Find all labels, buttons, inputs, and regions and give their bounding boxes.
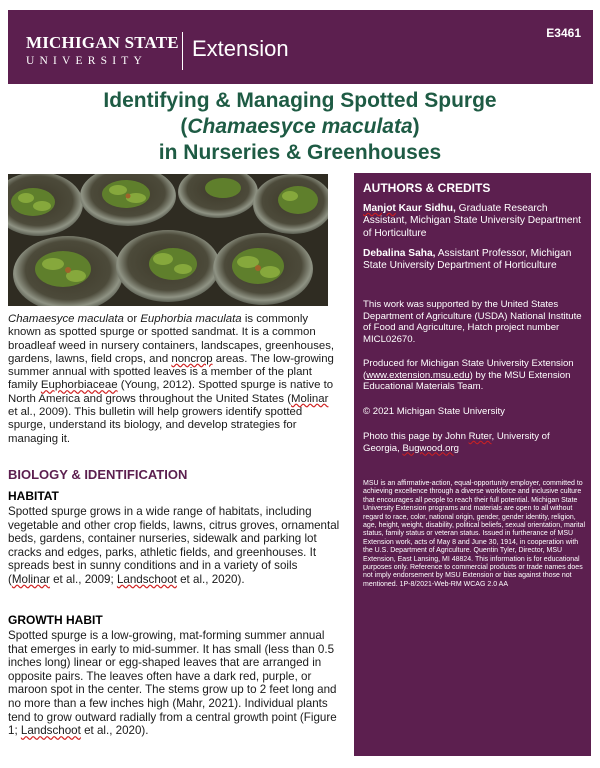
title-line-3: in Nurseries & Greenhouses (158, 141, 442, 164)
habitat-paragraph: Spotted spurge grows in a wide range of habitats, including vegetable and other crop fields, lawns, citrus groves, ornamental beds, gardens, container nurseries, sidewalk and parking lot cracks and edges, parks, athletic fields, and greenhouses. It spreads best in sunny conditions and in a variety of soils (Molinar et al., 2009; Landschoot et al., 2020). (8, 505, 340, 586)
bulletin-code: E3461 (546, 26, 581, 40)
subheading-growth-habit: GROWTH HABIT (8, 613, 103, 627)
growth-habit-paragraph: Spotted spurge is a low-growing, mat-forming summer annual that emerges in early to mid-summer. It has small (less than 0.5 inches long) linear or egg-shaped leaves that are arranged in opposite pairs. The leaves often have a dark red, purple, or maroon spot in the center. The stems grow up to 2 feet long and no more than a few inches high (Mahr, 2021). Individual plants tend to grow outward radially from a central growth point (Figure 1; Landschoot et al., 2020). (8, 629, 337, 738)
section-heading-biology: BIOLOGY & IDENTIFICATION (8, 467, 188, 482)
extension-link[interactable]: www.extension.msu.edu (366, 369, 470, 381)
intro-paragraph: Chamaesyce maculata or Euphorbia maculata is commonly known as spotted spurge or spotted sandmat. It is a common broadleaf weed in nursery containers, landscapes, greenhouses, gardens, lawns, field crops, and noncrop areas. The low-growing summer annual with spotted leaves is a member of the plant family Euphorbiaceae (Young, 2012). Spotted spurge is native to North America and grows throughout the United States (Molinar et al., 2009). This bulletin will help growers identify spotted spurge, understand its biology, and develop strategies for managing it. (8, 313, 335, 445)
header-banner (8, 10, 593, 84)
photo-credit: Photo this page by John Ruter, University of Georgia, Bugwood.org (363, 431, 550, 454)
author-1: Manjot Kaur Sidhu, Graduate Research Assistant, Michigan State University Department of Horticulture (363, 203, 581, 239)
title-line-1: Identifying & Managing Spotted Spurge (103, 89, 497, 112)
sidebar-heading: AUTHORS & CREDITS (363, 181, 491, 195)
equal-opportunity-disclaimer: MSU is an affirmative-action, equal-opportunity employer, committed to achieving excellence through a diverse workforce and inclusive culture that encourages all people to reach their full potential. Michigan State University Extension programs and materials are open to all without regard to race, color, national origin, gender, gender identity, religion, age, height, weight, disability, political beliefs, sexual orientation, marital status, family status or veteran status. Issued in furtherance of MSU Extension work, acts of May 8 and June 30, 1914, in cooperation with the U.S. Department of Agriculture. Quentin Tyler, Director, MSU Extension, East Lansing, MI 48824. This information is for educational purposes only. Reference to commercial products or trade names does not imply endorsement by MSU Extension or bias against those not mentioned. 1P-8/2021-Web-RM WCAG 2.0 AA (363, 480, 586, 588)
msu-logo-university: UNIVERSITY (26, 55, 147, 67)
authors-credits-sidebar (354, 173, 591, 756)
page-title (0, 88, 600, 166)
author-2: Debalina Saha, Assistant Professor, Michigan State University Department of Horticulture (363, 248, 572, 272)
copyright: © 2021 Michigan State University (363, 406, 505, 417)
funding-statement: This work was supported by the United States Department of Agriculture (USDA) National Institute of Food and Agriculture, Hatch project number MICL02670. (363, 299, 582, 346)
scientific-name-2: Euphorbia maculata (140, 313, 242, 325)
produced-by-statement: Produced for Michigan State University Extension (www.extension.msu.edu) by the MSU Extension Educational Materials Team. (363, 358, 574, 393)
photo-illustration (8, 174, 328, 306)
title-line-2: (Chamaesyce maculata) (180, 115, 420, 138)
extension-label: Extension (192, 36, 289, 61)
title-scientific-name: Chamaesyce maculata (187, 115, 413, 138)
nursery-containers-photo (8, 174, 328, 306)
subheading-habitat: HABITAT (8, 489, 59, 503)
logo-divider (182, 32, 183, 70)
msu-logo-wordmark: MICHIGAN STATE (26, 33, 179, 52)
scientific-name-1: Chamaesyce maculata (8, 313, 124, 325)
